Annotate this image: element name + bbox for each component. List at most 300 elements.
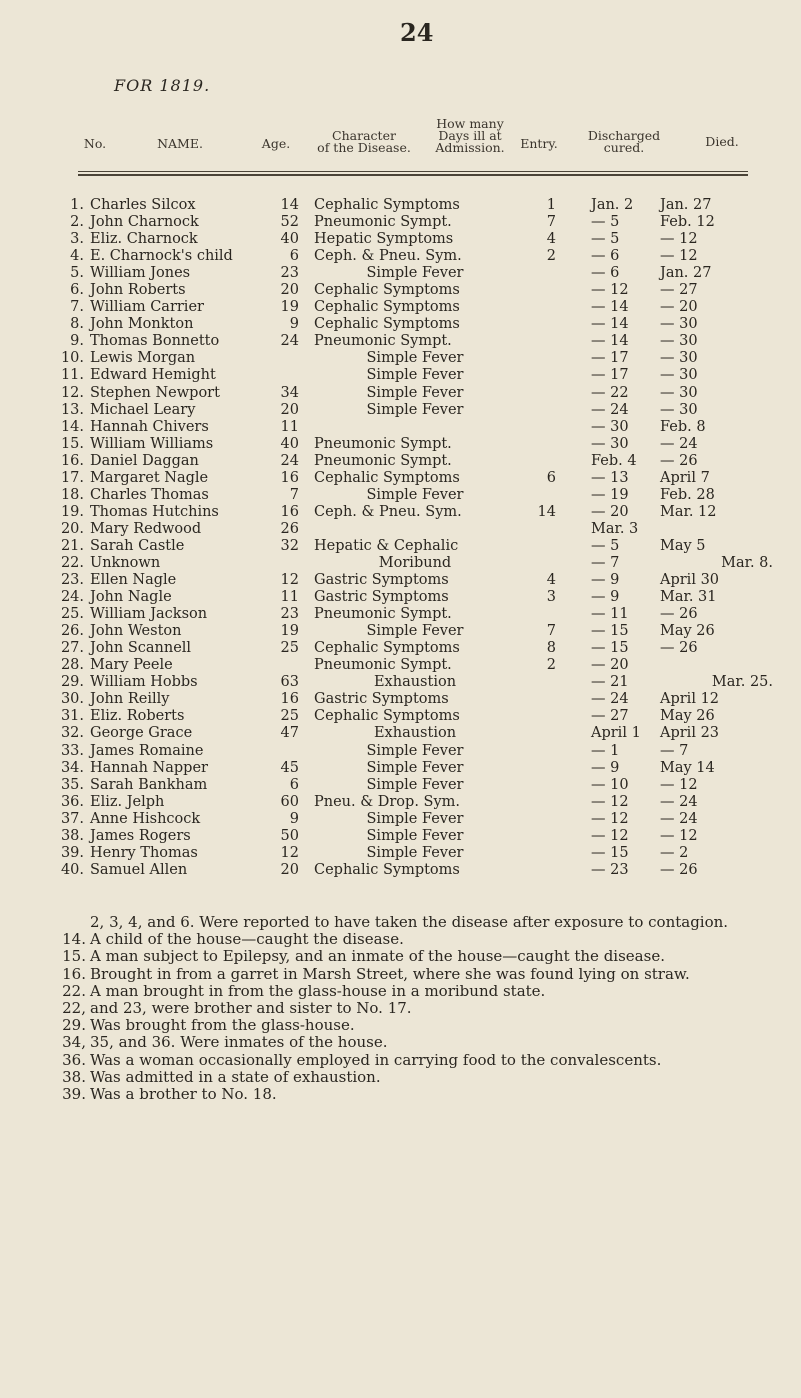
patient-name: Unknown bbox=[90, 554, 161, 571]
footnote bbox=[60, 914, 780, 931]
discharged-date: Jan. 27 bbox=[660, 265, 712, 282]
row-number: 31. bbox=[60, 708, 84, 725]
patient-age: 20 bbox=[280, 861, 299, 878]
table-header bbox=[0, 116, 801, 174]
died-date: Mar. 25. bbox=[711, 674, 773, 691]
patient-age: 40 bbox=[280, 231, 299, 248]
row-number: 4. bbox=[70, 248, 84, 265]
discharged-date: — 24 bbox=[660, 793, 698, 810]
patient-age: 63 bbox=[280, 674, 299, 691]
footnote-text: Brought in from a garret in Marsh Street, where she was found lying on straw. bbox=[90, 964, 690, 983]
disease-character: Cephalic Symptoms bbox=[314, 299, 460, 316]
table-row bbox=[0, 845, 801, 862]
row-number: 12. bbox=[60, 384, 84, 401]
patient-name: Mary Redwood bbox=[90, 520, 202, 537]
days-ill: 14 bbox=[537, 503, 556, 520]
days-ill: 3 bbox=[546, 589, 556, 606]
entry-date: — 17 bbox=[591, 367, 629, 384]
footnote-number: 34, bbox=[62, 1033, 86, 1052]
row-number: 3. bbox=[70, 231, 84, 248]
table-row bbox=[0, 760, 801, 777]
patient-name: John Weston bbox=[90, 623, 182, 640]
patient-name: George Grace bbox=[90, 725, 193, 742]
patient-name: Michael Leary bbox=[90, 401, 196, 418]
discharged-date: — 7 bbox=[660, 742, 689, 759]
footnote bbox=[60, 1086, 780, 1103]
header-age: Age. bbox=[261, 136, 291, 151]
disease-character: Simple Fever bbox=[366, 384, 464, 401]
discharged-date: — 30 bbox=[660, 316, 698, 333]
entry-date: — 5 bbox=[591, 537, 620, 554]
patient-age: 45 bbox=[280, 759, 299, 776]
entry-date: Jan. 2 bbox=[591, 197, 634, 213]
footnote bbox=[60, 983, 780, 1000]
patient-name: Hannah Napper bbox=[90, 759, 208, 776]
discharged-date: — 20 bbox=[660, 299, 698, 316]
row-number: 21. bbox=[60, 537, 84, 554]
discharged-date: April 23 bbox=[660, 725, 720, 742]
disease-character: Cephalic Symptoms bbox=[314, 197, 460, 213]
disease-character: Moribund bbox=[378, 554, 452, 571]
footnote bbox=[60, 1069, 780, 1086]
table-row bbox=[0, 725, 801, 742]
table-row bbox=[0, 794, 801, 811]
row-number: 19. bbox=[60, 503, 84, 520]
patient-age: 20 bbox=[280, 282, 299, 299]
patient-name: Eliz. Roberts bbox=[90, 708, 185, 725]
discharged-date: — 26 bbox=[660, 452, 698, 469]
days-ill: 7 bbox=[546, 214, 556, 231]
patient-age: 26 bbox=[280, 520, 299, 537]
discharged-date: — 30 bbox=[660, 367, 698, 384]
row-number: 37. bbox=[60, 810, 84, 827]
patient-name: Stephen Newport bbox=[90, 384, 220, 401]
row-number: 38. bbox=[60, 827, 84, 844]
patient-name: Charles Thomas bbox=[90, 486, 209, 503]
header-discharged-line2: cured. bbox=[603, 140, 645, 155]
patient-name: Mary Peele bbox=[90, 657, 173, 674]
patient-age: 6 bbox=[289, 776, 299, 793]
days-ill: 7 bbox=[546, 623, 556, 640]
entry-date: — 24 bbox=[591, 401, 629, 418]
entry-date: — 7 bbox=[591, 554, 620, 571]
table-row bbox=[0, 453, 801, 470]
row-number: 5. bbox=[70, 265, 84, 282]
disease-character: Exhaustion bbox=[373, 674, 457, 691]
disease-character: Cephalic Symptoms bbox=[314, 316, 460, 333]
footnote bbox=[60, 948, 780, 965]
patient-age: 12 bbox=[280, 572, 299, 589]
entry-date: April 1 bbox=[591, 725, 641, 742]
disease-character: Pneumonic Sympt. bbox=[314, 435, 452, 452]
entry-date: — 6 bbox=[591, 265, 620, 282]
table-row bbox=[0, 350, 801, 367]
row-number: 1. bbox=[70, 197, 84, 213]
patient-age: 32 bbox=[280, 537, 299, 554]
disease-character: Gastric Symptoms bbox=[314, 572, 449, 589]
table-row bbox=[0, 402, 801, 419]
patient-name: William Hobbs bbox=[90, 674, 198, 691]
table-row bbox=[0, 248, 801, 265]
patient-name: Henry Thomas bbox=[90, 844, 198, 861]
discharged-date: — 12 bbox=[660, 248, 698, 265]
discharged-date: Feb. 8 bbox=[660, 418, 706, 435]
patient-age: 52 bbox=[280, 214, 299, 231]
patient-name: John Charnock bbox=[90, 214, 199, 231]
footnote-text: Was a brother to No. 18. bbox=[90, 1085, 277, 1104]
patient-name: Eliz. Charnock bbox=[90, 231, 198, 248]
row-number: 2. bbox=[70, 214, 84, 231]
table-row bbox=[0, 743, 801, 760]
row-number: 7. bbox=[70, 299, 84, 316]
patient-age: 47 bbox=[280, 725, 299, 742]
patient-age: 12 bbox=[280, 844, 299, 861]
discharged-date: May 5 bbox=[660, 537, 706, 554]
patient-name: Margaret Nagle bbox=[90, 469, 209, 486]
entry-date: — 14 bbox=[591, 333, 629, 350]
footnote-number: 14. bbox=[62, 930, 86, 949]
table-row bbox=[0, 282, 801, 299]
row-number: 40. bbox=[60, 861, 84, 878]
days-ill: 1 bbox=[546, 197, 556, 213]
entry-date: — 9 bbox=[591, 759, 620, 776]
row-number: 18. bbox=[60, 486, 84, 503]
patient-name: E. Charnock's child bbox=[90, 248, 233, 265]
header-character-line2: of the Disease. bbox=[317, 140, 411, 155]
days-ill: 2 bbox=[546, 248, 556, 265]
entry-date: — 5 bbox=[591, 231, 620, 248]
disease-character: Simple Fever bbox=[366, 759, 464, 776]
footnote bbox=[60, 1000, 780, 1017]
patient-age: 11 bbox=[280, 589, 299, 606]
disease-character: Ceph. & Pneu. Sym. bbox=[314, 503, 462, 520]
disease-character: Simple Fever bbox=[366, 623, 464, 640]
patient-age: 50 bbox=[280, 827, 299, 844]
header-days-line1: How many bbox=[436, 116, 504, 131]
patient-name: Eliz. Jelph bbox=[90, 793, 165, 810]
footnote-number: 16. bbox=[62, 964, 86, 983]
row-number: 22. bbox=[60, 554, 84, 571]
entry-date: — 19 bbox=[591, 486, 629, 503]
discharged-date: — 30 bbox=[660, 333, 698, 350]
patient-name: Sarah Bankham bbox=[90, 776, 208, 793]
header-name: NAME. bbox=[157, 136, 203, 151]
discharged-date: May 14 bbox=[660, 759, 715, 776]
discharged-date: April 7 bbox=[660, 469, 710, 486]
entry-date: — 27 bbox=[591, 708, 629, 725]
patient-age: 40 bbox=[280, 435, 299, 452]
patient-age: 14 bbox=[280, 197, 299, 213]
disease-character: Gastric Symptoms bbox=[314, 691, 449, 708]
entry-date: — 12 bbox=[591, 793, 629, 810]
row-number: 11. bbox=[60, 367, 84, 384]
table-row bbox=[0, 640, 801, 657]
patient-age: 16 bbox=[280, 469, 299, 486]
table-row bbox=[0, 214, 801, 231]
table-row bbox=[0, 811, 801, 828]
row-number: 33. bbox=[60, 742, 84, 759]
entry-date: — 9 bbox=[591, 589, 620, 606]
footnote-text: 35, and 36. Were inmates of the house. bbox=[90, 1033, 388, 1052]
patient-name: Sarah Castle bbox=[90, 537, 185, 554]
patient-name: Edward Hemight bbox=[90, 367, 216, 384]
row-number: 27. bbox=[60, 640, 84, 657]
discharged-date: Mar. 31 bbox=[660, 589, 717, 606]
days-ill: 2 bbox=[546, 657, 556, 674]
discharged-date: — 26 bbox=[660, 640, 698, 657]
row-number: 14. bbox=[60, 418, 84, 435]
header-died: Died. bbox=[705, 134, 739, 149]
table-row bbox=[0, 691, 801, 708]
discharged-date: — 12 bbox=[660, 231, 698, 248]
table-row bbox=[0, 572, 801, 589]
patient-name: John Roberts bbox=[90, 282, 186, 299]
died-date: Mar. 8. bbox=[721, 554, 773, 571]
patient-name: William Williams bbox=[90, 435, 214, 452]
header-discharged bbox=[580, 130, 668, 154]
footnote-text: 3, 4, and 6. Were reported to have taken the disease after exposure to contagion. bbox=[109, 913, 729, 931]
discharged-date: — 27 bbox=[660, 282, 698, 299]
table-row bbox=[0, 333, 801, 350]
header-discharged-line1: Discharged bbox=[587, 128, 661, 143]
footnote bbox=[60, 1017, 780, 1034]
footnote-text: A man brought in from the glass-house in a moribund state. bbox=[90, 981, 546, 1000]
patient-name: Anne Hishcock bbox=[90, 810, 201, 827]
header-character bbox=[308, 130, 420, 154]
days-ill: 4 bbox=[546, 231, 556, 248]
entry-date: — 9 bbox=[591, 572, 620, 589]
footnote bbox=[60, 966, 780, 983]
discharged-date: — 12 bbox=[660, 827, 698, 844]
entry-date: — 17 bbox=[591, 350, 629, 367]
discharged-date: April 30 bbox=[660, 572, 720, 589]
patient-name: James Romaine bbox=[90, 742, 204, 759]
running-head: FOR 1819. bbox=[114, 76, 211, 95]
disease-character: Pneumonic Sympt. bbox=[314, 333, 452, 350]
patient-age: 7 bbox=[289, 486, 299, 503]
footnote-text: Was brought from the glass-house. bbox=[90, 1016, 355, 1035]
row-number: 10. bbox=[60, 350, 84, 367]
header-entry: Entry. bbox=[520, 136, 558, 151]
footnote-number: 22, bbox=[62, 999, 86, 1018]
patient-name: Daniel Daggan bbox=[90, 452, 199, 469]
disease-character: Cephalic Symptoms bbox=[314, 861, 460, 878]
entry-date: — 12 bbox=[591, 282, 629, 299]
row-number: 9. bbox=[70, 333, 84, 350]
entry-date: — 1 bbox=[591, 742, 620, 759]
discharged-date: — 26 bbox=[660, 606, 698, 623]
table-row bbox=[0, 657, 801, 674]
table-row bbox=[0, 862, 801, 879]
patient-age: 24 bbox=[280, 452, 299, 469]
disease-character: Simple Fever bbox=[366, 844, 464, 861]
days-ill: 8 bbox=[546, 640, 556, 657]
table-row bbox=[0, 504, 801, 521]
table-row bbox=[0, 470, 801, 487]
disease-character: Ceph. & Pneu. Sym. bbox=[314, 248, 462, 265]
discharged-date: — 30 bbox=[660, 350, 698, 367]
discharged-date: Jan. 27 bbox=[660, 197, 712, 213]
header-days-line2: Days ill at bbox=[438, 128, 502, 143]
table-row bbox=[0, 419, 801, 436]
disease-character: Pneumonic Sympt. bbox=[314, 606, 452, 623]
disease-character: Simple Fever bbox=[366, 776, 464, 793]
entry-date: — 10 bbox=[591, 776, 629, 793]
disease-character: Simple Fever bbox=[366, 401, 464, 418]
footnote bbox=[60, 1052, 780, 1069]
patient-name: Samuel Allen bbox=[90, 861, 188, 878]
disease-character: Pneumonic Sympt. bbox=[314, 452, 452, 469]
disease-character: Cephalic Symptoms bbox=[314, 282, 460, 299]
patient-name: Hannah Chivers bbox=[90, 418, 209, 435]
disease-character: Cephalic Symptoms bbox=[314, 708, 460, 725]
row-number: 30. bbox=[60, 691, 84, 708]
table-row bbox=[0, 385, 801, 402]
table-row bbox=[0, 555, 801, 572]
row-number: 26. bbox=[60, 623, 84, 640]
discharged-date: — 12 bbox=[660, 776, 698, 793]
disease-character: Simple Fever bbox=[366, 367, 464, 384]
patient-age: 16 bbox=[280, 691, 299, 708]
footnote-text: Was admitted in a state of exhaustion. bbox=[90, 1067, 381, 1086]
row-number: 29. bbox=[60, 674, 84, 691]
patient-name: William Carrier bbox=[90, 299, 204, 316]
footnote-text: A man subject to Epilepsy, and an inmate of the house—caught the disease. bbox=[90, 947, 665, 966]
patient-age: 9 bbox=[289, 810, 299, 827]
disease-character: Cephalic Symptoms bbox=[314, 469, 460, 486]
discharged-date: — 26 bbox=[660, 861, 698, 878]
disease-character: Cephalic Symptoms bbox=[314, 640, 460, 657]
entry-date: — 12 bbox=[591, 827, 629, 844]
entry-date: — 30 bbox=[591, 418, 629, 435]
table-row bbox=[0, 265, 801, 282]
table-row bbox=[0, 828, 801, 845]
patient-name: John Reilly bbox=[90, 691, 170, 708]
patient-age: 25 bbox=[280, 640, 299, 657]
patient-age: 11 bbox=[280, 418, 299, 435]
row-number: 13. bbox=[60, 401, 84, 418]
row-number: 8. bbox=[70, 316, 84, 333]
entry-date: — 12 bbox=[591, 810, 629, 827]
footnote-number: 38. bbox=[62, 1067, 86, 1086]
footnote-number: 29. bbox=[62, 1016, 86, 1035]
patient-name: Charles Silcox bbox=[90, 197, 196, 213]
patient-name: Ellen Nagle bbox=[90, 572, 177, 589]
header-rule-thick bbox=[78, 174, 748, 176]
entry-date: — 20 bbox=[591, 657, 629, 674]
entry-date: — 15 bbox=[591, 623, 629, 640]
disease-character: Hepatic & Cephalic bbox=[314, 537, 459, 554]
header-rule-thin bbox=[78, 171, 748, 172]
patient-age: 23 bbox=[280, 265, 299, 282]
patient-table bbox=[0, 197, 801, 879]
entry-date: Mar. 3 bbox=[591, 520, 639, 537]
row-number: 28. bbox=[60, 657, 84, 674]
row-number: 36. bbox=[60, 793, 84, 810]
entry-date: — 22 bbox=[591, 384, 629, 401]
row-number: 6. bbox=[70, 282, 84, 299]
table-row bbox=[0, 538, 801, 555]
table-row bbox=[0, 316, 801, 333]
patient-age: 6 bbox=[289, 248, 299, 265]
table-row bbox=[0, 487, 801, 504]
discharged-date: Mar. 12 bbox=[660, 503, 717, 520]
patient-name: John Scannell bbox=[90, 640, 192, 657]
footnote-number: 39. bbox=[62, 1085, 86, 1104]
table-row bbox=[0, 197, 801, 214]
entry-date: — 6 bbox=[591, 248, 620, 265]
entry-date: — 14 bbox=[591, 316, 629, 333]
table-row bbox=[0, 606, 801, 623]
disease-character: Hepatic Symptoms bbox=[314, 231, 454, 248]
table-row bbox=[0, 436, 801, 453]
footnote-text: Was a woman occasionally employed in carrying food to the convalescents. bbox=[90, 1050, 662, 1069]
row-number: 35. bbox=[60, 776, 84, 793]
table-row bbox=[0, 708, 801, 725]
discharged-date: April 12 bbox=[660, 691, 720, 708]
row-number: 24. bbox=[60, 589, 84, 606]
footnote bbox=[60, 931, 780, 948]
disease-character: Gastric Symptoms bbox=[314, 589, 449, 606]
disease-character: Pneu. & Drop. Sym. bbox=[314, 793, 461, 810]
header-character-line1: Character bbox=[332, 128, 396, 143]
entry-date: — 23 bbox=[591, 861, 629, 878]
table-row bbox=[0, 299, 801, 316]
discharged-date: — 30 bbox=[660, 401, 698, 418]
footnote-text: and 23, were brother and sister to No. 17. bbox=[90, 999, 412, 1018]
discharged-date: Feb. 28 bbox=[660, 486, 715, 503]
patient-age: 19 bbox=[280, 623, 299, 640]
footnotes bbox=[60, 914, 780, 1103]
header-no: No. bbox=[83, 136, 107, 151]
entry-date: — 15 bbox=[591, 844, 629, 861]
row-number: 25. bbox=[60, 606, 84, 623]
days-ill: 6 bbox=[546, 469, 556, 486]
footnote-number: 15. bbox=[62, 947, 86, 966]
entry-date: — 20 bbox=[591, 503, 629, 520]
disease-character: Simple Fever bbox=[366, 827, 464, 844]
table-row bbox=[0, 521, 801, 538]
footnote-number: 36. bbox=[62, 1050, 86, 1069]
patient-name: Thomas Hutchins bbox=[90, 503, 219, 520]
table-row bbox=[0, 367, 801, 384]
disease-character: Simple Fever bbox=[366, 810, 464, 827]
entry-date: Feb. 4 bbox=[591, 452, 637, 469]
patient-age: 34 bbox=[280, 384, 299, 401]
discharged-date: — 24 bbox=[660, 435, 698, 452]
footnote-text: A child of the house—caught the disease. bbox=[90, 930, 404, 949]
footnote-number: 22. bbox=[62, 981, 86, 1000]
row-number: 39. bbox=[60, 844, 84, 861]
patient-name: William Jackson bbox=[90, 606, 208, 623]
entry-date: — 30 bbox=[591, 435, 629, 452]
table-row bbox=[0, 777, 801, 794]
header-days bbox=[424, 118, 516, 154]
row-number: 17. bbox=[60, 469, 84, 486]
row-number: 16. bbox=[60, 452, 84, 469]
discharged-date: May 26 bbox=[660, 708, 715, 725]
days-ill: 4 bbox=[546, 572, 556, 589]
row-number: 23. bbox=[60, 572, 84, 589]
patient-age: 23 bbox=[280, 606, 299, 623]
patient-age: 9 bbox=[289, 316, 299, 333]
row-number: 34. bbox=[60, 759, 84, 776]
patient-age: 25 bbox=[280, 708, 299, 725]
entry-date: — 13 bbox=[591, 469, 629, 486]
disease-character: Exhaustion bbox=[373, 725, 457, 742]
disease-character: Simple Fever bbox=[366, 265, 464, 282]
entry-date: — 14 bbox=[591, 299, 629, 316]
